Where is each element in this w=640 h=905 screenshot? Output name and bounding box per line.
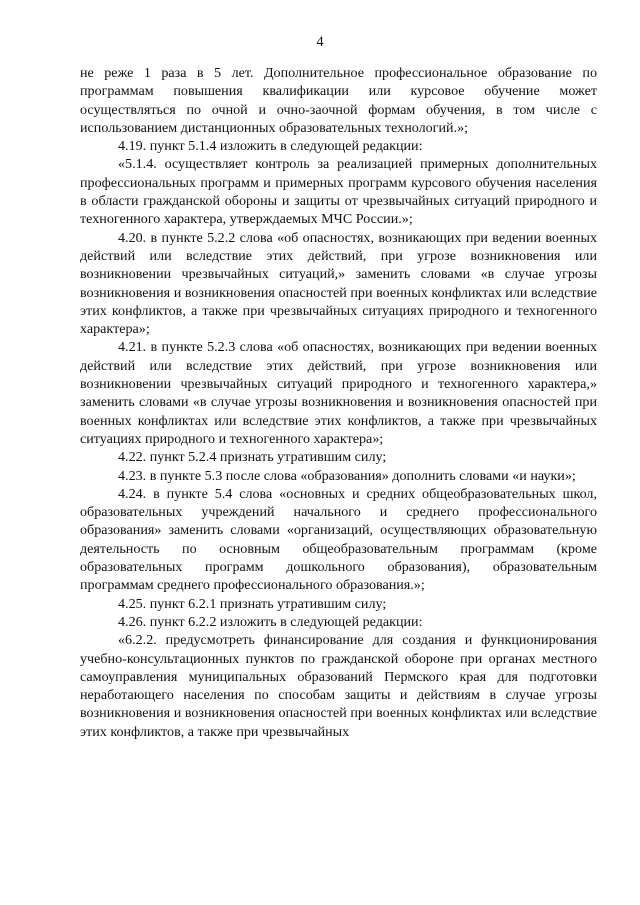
paragraph-4-22: 4.22. пункт 5.2.4 признать утратившим силу; — [118, 449, 387, 466]
paragraph-4-25: 4.25. пункт 6.2.1 признать утратившим силу; — [118, 595, 387, 612]
paragraph-continuation: не реже 1 раза в 5 лет. Дополнительное профессиональное образование по программам повышения квалификации или курсовое обучение может осуществляться по очной и очно-заочной формам обучения, в том числе с использованием дистанционных образовательных технологий.»; — [80, 65, 597, 136]
paragraph-4-19: 4.19. пункт 5.1.4 изложить в следующей редакции: — [118, 138, 423, 155]
paragraph-4-23: 4.23. в пункте 5.3 после слова «образования» дополнить словами «и науки»; — [118, 467, 576, 484]
paragraph-4-24: 4.24. в пункте 5.4 слова «основных и средних общеобразовательных школ, образовательных учреждений начального и среднего профессионального образования» заменить словами «организаций, осуществляющих образовательную деятельность по основным общеобразовательным программам (кроме образовательных программ дошкольного образования), образовательным программам среднего профессионального образования.»; — [80, 485, 597, 594]
paragraph-4-21: 4.21. в пункте 5.2.3 слова «об опасностях, возникающих при ведении военных действий или вследствие этих действий, при угрозе возникновения или возникновении чрезвычайных ситуаций природного и техногенного характера,» заменить словами «в случае угрозы возникновения и возникновения опасностей при военных конфликтах или вследствие этих конфликтов, а также при чрезвычайных ситуациях природного и техногенного характера»; — [80, 339, 597, 447]
paragraph-4-20: 4.20. в пункте 5.2.2 слова «об опасностях, возникающих при ведении военных действий или вследствие этих действий, при угрозе возникновения или возникновении чрезвычайных ситуаций,» заменить словами «в случае угрозы возникновения и возникновения опасностей при военных конфликтах или вследствие этих конфликтов, а также при чрезвычайных ситуациях природного и техногенного характера»; — [80, 229, 597, 338]
paragraph-6-2-2-text: «6.2.2. предусмотреть финансирование для создания и функционирования учебно-консультационных пунктов по гражданской обороне при органах местного самоуправления муниципальных образований Пермского края для подготовки неработающего населения по способам защиты и действиям в случае угрозы возникновения и возникновения опасностей при военных конфликтах или вследствие этих конфликтов, а также при чрезвычайных — [80, 632, 597, 740]
document-body — [80, 64, 597, 741]
page-number: 4 — [316, 34, 324, 50]
paragraph-5-1-4-text: «5.1.4. осуществляет контроль за реализацией примерных дополнительных профессиональных программ и примерных программ курсового обучения населения в области гражданской обороны и защиты от чрезвычайных ситуаций природного и техногенного характера, утверждаемых МЧС России.»; — [80, 156, 597, 228]
paragraph-4-26: 4.26. пункт 6.2.2 изложить в следующей редакции: — [118, 613, 423, 630]
